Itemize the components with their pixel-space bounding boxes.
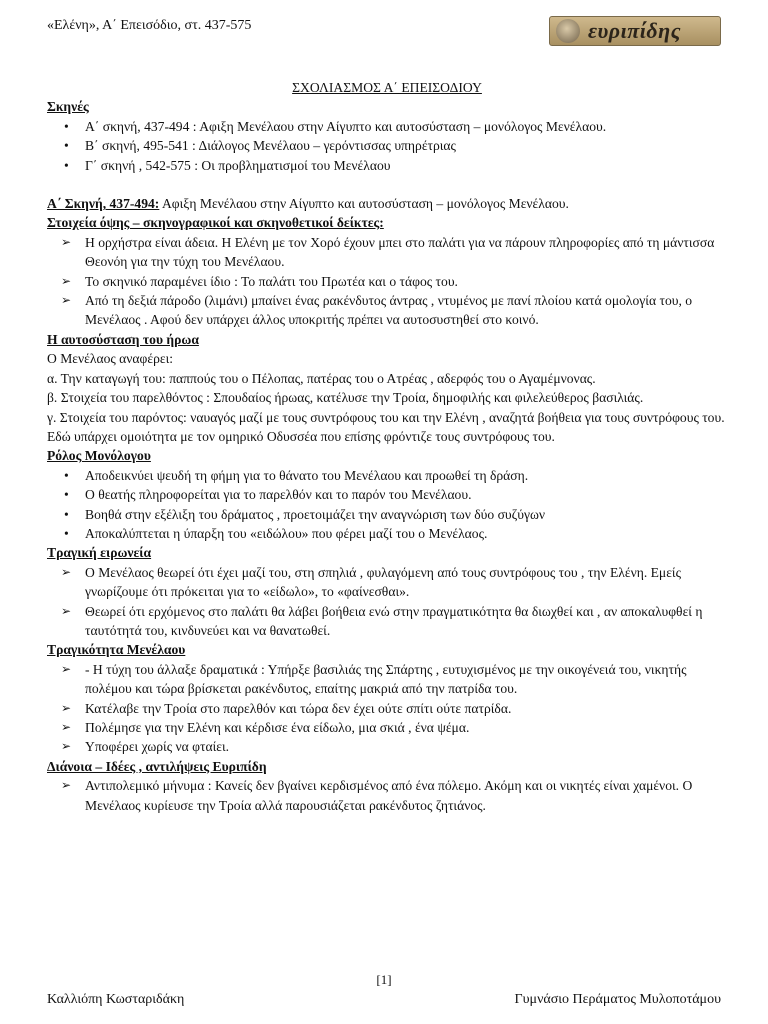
list-item: • Β΄ σκηνή, 495-541 : Διάλογος Μενέλαου – γερόντισσας υπηρέτριας xyxy=(47,136,727,155)
list-item: ➢ Αντιπολεμικό μήνυμα : Κανείς δεν βγαίνει κερδισμένος από ένα πόλεμο. Ακόμη και οι νικητές είναι χαμένοι. Ο Μενέλαος κυρίευσε την Τροία αλλά παρουσιάζεται ρακένδυτος ζητιάνος. xyxy=(47,776,727,815)
stage-list xyxy=(47,233,727,330)
document-body xyxy=(47,78,727,815)
scene-a-text: Αφιξη Μενέλαου στην Αίγυπτο και αυτοσύσταση – μονόλογος Μενέλαου. xyxy=(159,196,569,212)
list-item: • Α΄ σκηνή, 437-494 : Αφιξη Μενέλαου στην Αίγυπτο και αυτοσύσταση – μονόλογος Μενέλαου. xyxy=(47,117,727,136)
scene-a-label: Α΄ Σκηνή, 437-494: xyxy=(47,196,160,212)
monologue-heading: Ρόλος Μονόλογου xyxy=(47,448,151,464)
ideas-list xyxy=(47,776,727,815)
scenes-heading: Σκηνές xyxy=(47,99,89,115)
irony-list xyxy=(47,563,727,641)
tragic-heading: Τραγικότητα Μενέλαου xyxy=(47,642,186,658)
intro-line: Ο Μενέλαος αναφέρει: xyxy=(47,351,174,367)
footer-author: Καλλιόπη Κωσταριδάκη xyxy=(47,992,185,1007)
list-item: • Γ΄ σκηνή , 542-575 : Οι προβληματισμοί του Μενέλαου xyxy=(47,156,727,175)
page-header xyxy=(47,16,721,46)
scenes-list xyxy=(47,117,727,175)
list-item: • Ο θεατής πληροφορείται για το παρελθόν και το παρόν του Μενέλαου. xyxy=(47,485,727,504)
header-text: «Ελένη», Α΄ Επεισόδιο, στ. 437-575 xyxy=(47,18,252,33)
document-title: ΣΧΟΛΙΑΣΜΟΣ Α΄ ΕΠΕΙΣΟΔΙΟΥ xyxy=(292,80,482,95)
list-item: ➢ - Η τύχη του άλλαξε δραματικά : Υπήρξε βασιλιάς της Σπάρτης , ευτυχισμένος με την οικογένειά του, νικητής πολέμου και τώρα βρίσκεται ρακένδυτος, επαίτης μακριά από την πατρίδα του. xyxy=(47,660,727,699)
intro-line: α. Την καταγωγή του: παππούς του ο Πέλοπας, πατέρας του ο Ατρέας , αδερφός του ο Αγαμέμνονας. xyxy=(47,370,596,386)
tragic-list xyxy=(47,660,727,757)
scene-a-paragraph xyxy=(47,194,727,213)
monologue-list xyxy=(47,466,727,544)
list-item: ➢ Από τη δεξιά πάροδο (λιμάνι) μπαίνει ένας ρακένδυτος άντρας , ντυμένος με πανί πλοίου κατά ομολογία του, ο Μενέλαος . Αφού δεν υπάρχει άλλος υποκριτής πρέπει να αυτοσυστηθεί στο κοινό. xyxy=(47,291,727,330)
list-item: ➢ Θεωρεί ότι ερχόμενος στο παλάτι θα λάβει βοήθεια ενώ στην πραγματικότητα θα διωχθεί και , αν αποκαλυφθεί η ταυτότητά του, κινδυνεύει και να θανατωθεί. xyxy=(47,602,727,641)
bust-icon xyxy=(556,19,580,43)
stage-heading: Στοιχεία όψης – σκηνογραφικοί και σκηνοθετικοί δείκτες: xyxy=(47,215,384,231)
list-item: ➢ Ο Μενέλαος θεωρεί ότι έχει μαζί του, στη σπηλιά , φυλαγόμενη από τους συντρόφους του , την Ελένη. Εμείς γνωρίζουμε ότι πρόκειται για το «είδωλο», το «φαίνεσθαι». xyxy=(47,563,727,602)
list-item: • Αποκαλύπτεται η ύπαρξη του «ειδώλου» που φέρει μαζί του ο Μενέλαος. xyxy=(47,524,727,543)
page-number: [1] xyxy=(376,972,392,987)
intro-heading: Η αυτοσύσταση του ήρωα xyxy=(47,331,199,347)
list-item: • Αποδεικνύει ψευδή τη φήμη για το θάνατο του Μενέλαου και προωθεί τη δράση. xyxy=(47,466,727,485)
logo-text: ευριπίδης xyxy=(588,18,682,43)
list-item: ➢ Κατέλαβε την Τροία στο παρελθόν και τώρα δεν έχει ούτε σπίτι ούτε πατρίδα. xyxy=(47,699,727,718)
intro-line: β. Στοιχεία του παρελθόντος : Σπουδαίος ήρωας, κατέλυσε την Τροία, δημοφιλής και φιλελεύθερος βασιλιάς. xyxy=(47,390,644,406)
list-item: • Βοηθά στην εξέλιξη του δράματος , προετοιμάζει την αναγνώριση των δύο συζύγων xyxy=(47,505,727,524)
euripides-logo xyxy=(549,16,721,46)
irony-heading: Τραγική ειρωνεία xyxy=(47,545,152,561)
list-item: ➢ Πολέμησε για την Ελένη και κέρδισε ένα είδωλο, μια σκιά , ένα ψέμα. xyxy=(47,718,727,737)
footer-school: Γυμνάσιο Περάματος Μυλοποτάμου xyxy=(514,992,721,1007)
list-item: ➢ Υποφέρει χωρίς να φταίει. xyxy=(47,737,727,756)
intro-line: γ. Στοιχεία του παρόντος: ναυαγός μαζί με τους συντρόφους του και την Ελένη , αναζητά βοήθεια για τους συντρόφους του. Εδώ υπάρχει ομοιότητα με τον ομηρικό Οδυσσέα που επίσης φρόντιζε τους συντρόφους του. xyxy=(47,409,725,444)
list-item: ➢ Το σκηνικό παραμένει ίδιο : Το παλάτι του Πρωτέα και ο τάφος του. xyxy=(47,272,727,291)
ideas-heading: Διάνοια – Ιδέες , αντιλήψεις Ευριπίδη xyxy=(47,758,267,774)
list-item: ➢ Η ορχήστρα είναι άδεια. Η Ελένη με τον Χορό έχουν μπει στο παλάτι για να πάρουν πληροφορίες από τη μάντισσα Θεονόη για την τύχη του Μενέλαου. xyxy=(47,233,727,272)
